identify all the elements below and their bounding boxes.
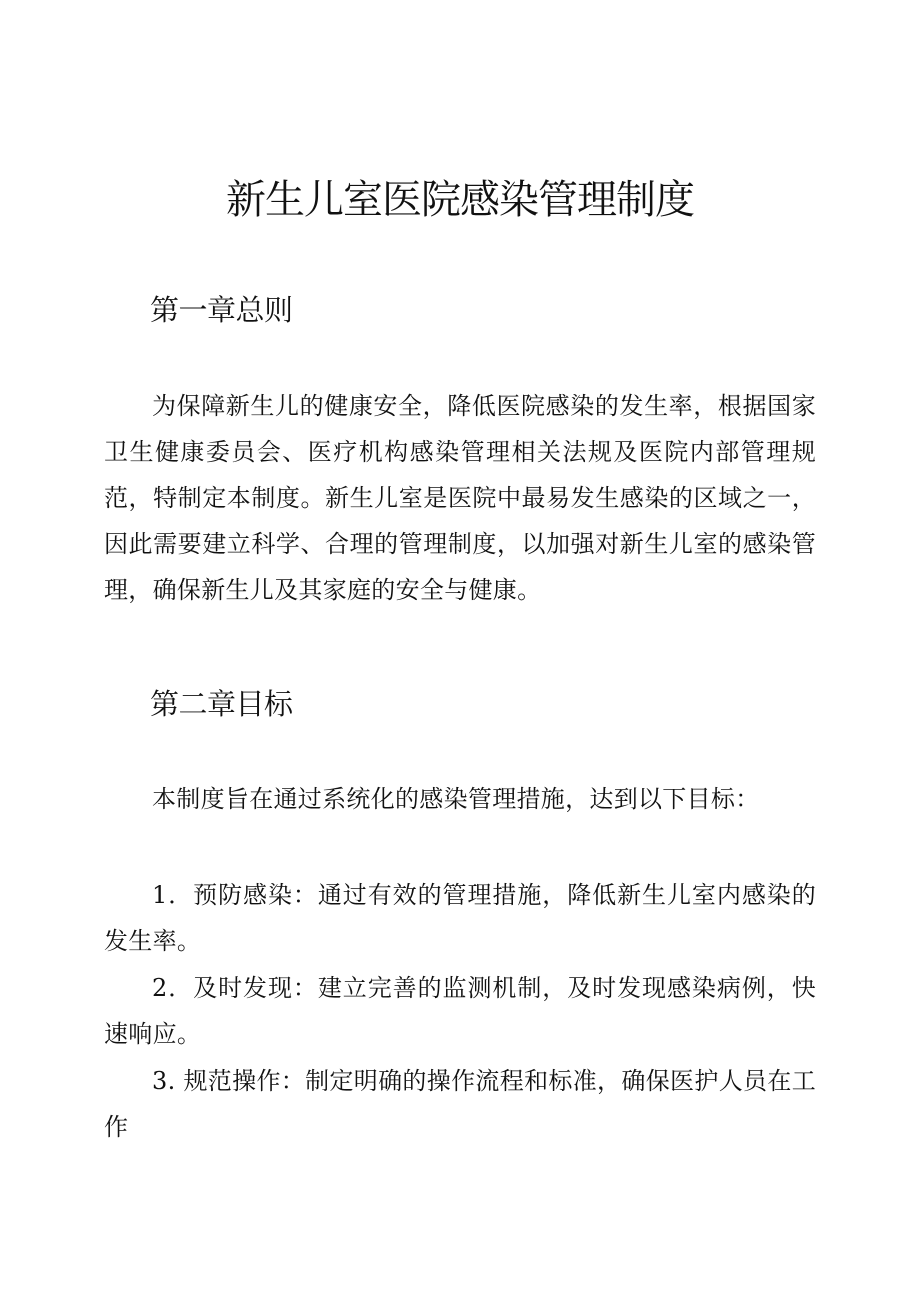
chapter-paragraph-general: 为保障新生儿的健康安全，降低医院感染的发生率，根据国家卫生健康委员会、医疗机构感染管理相关法规及医院内部管理规范，特制定本制度。新生儿室是医院中最易发生感染的区域之一，因此需要建立科学、合理的管理制度，以加强对新生儿室的感染管理，确保新生儿及其家庭的安全与健康。: [104, 392, 816, 604]
chapter-heading-general: 第一章总则: [150, 293, 293, 327]
list-item: 1．预防感染：通过有效的管理措施，降低新生儿室内感染的发生率。: [104, 881, 816, 955]
list-item: 3. 规范操作：制定明确的操作流程和标准，确保医护人员在工作: [104, 1067, 816, 1141]
chapter-heading-goals: 第二章目标: [150, 687, 293, 721]
list-item: 2．及时发现：建立完善的监测机制，及时发现感染病例，快速响应。: [104, 974, 816, 1048]
chapter-paragraph-goals: 本制度旨在通过系统化的感染管理措施，达到以下目标：: [152, 785, 760, 813]
document-title: 新生儿室医院感染管理制度: [226, 177, 694, 223]
